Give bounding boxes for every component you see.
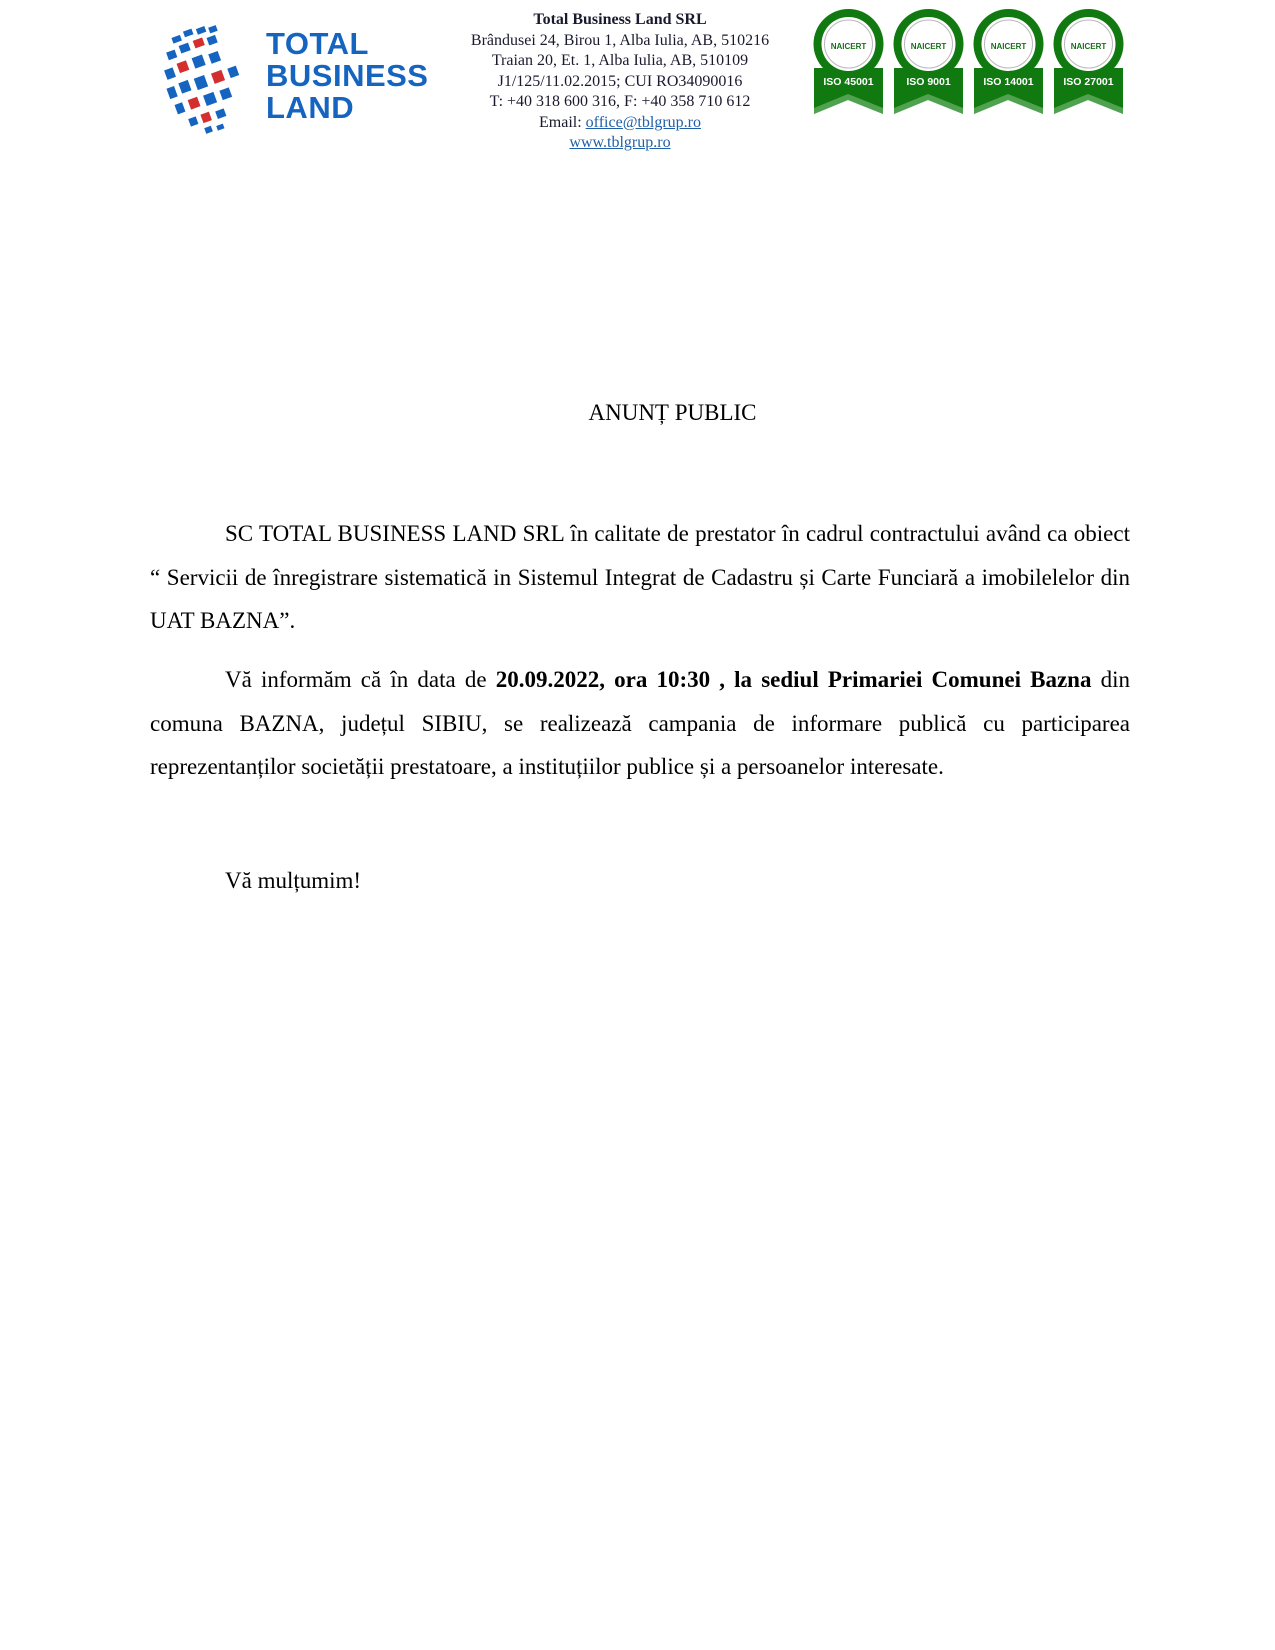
iso-45001-badge — [812, 8, 885, 116]
logo-wordmark — [266, 28, 428, 124]
logo-line: TOTAL — [266, 26, 369, 61]
website-link[interactable]: www.tblgrup.ro — [569, 134, 671, 151]
certification-seal-icon — [1052, 8, 1125, 116]
badge-label: ISO 27001 — [1063, 76, 1114, 88]
company-phones: T: +40 318 600 316, F: +40 358 710 612 — [489, 93, 751, 110]
logo-line: LAND — [266, 90, 355, 125]
company-registry: J1/125/11.02.2015; CUI RO34090016 — [497, 72, 743, 90]
badge-label: ISO 45001 — [823, 76, 874, 88]
badge-brand: NAICERT — [910, 42, 947, 51]
company-email-line — [440, 113, 800, 134]
document-title: ANUNȚ PUBLIC — [588, 400, 757, 425]
email-link[interactable]: office@tblgrup.ro — [585, 113, 701, 131]
company-address-1: Brândusei 24, Birou 1, Alba Iulia, AB, 510216 — [470, 31, 770, 49]
information-paragraph — [150, 658, 1130, 789]
badge-label: ISO 9001 — [906, 76, 951, 88]
badge-label: ISO 14001 — [983, 76, 1034, 88]
certification-seal-icon — [812, 8, 885, 116]
logo-line: BUSINESS — [266, 58, 429, 93]
email-label: Email: — [539, 113, 586, 131]
iso-9001-badge — [892, 8, 965, 116]
badge-brand: NAICERT — [1070, 42, 1107, 51]
certification-badges — [812, 8, 1130, 118]
iso-27001-badge — [1052, 8, 1125, 116]
certification-seal-icon — [972, 8, 1045, 116]
company-name: Total Business Land SRL — [533, 11, 707, 28]
intro-text: SC TOTAL BUSINESS LAND SRL în calitate de prestator în cadrul contractului având ca obiect “ Servicii de înregistrare sistematică in Sistemul Integrat de Cadastru și Carte Funciară a imobilelelor din UAT BAZNA”. — [150, 521, 1130, 633]
closing-thanks: Vă mulțumim! — [225, 868, 362, 893]
badge-brand: NAICERT — [830, 42, 867, 51]
company-logo — [158, 20, 433, 140]
globe-mosaic-icon — [158, 20, 258, 140]
event-datetime-location: 20.09.2022, ora 10:30 , la sediul Primariei Comunei Bazna — [495, 667, 1092, 692]
intro-paragraph — [150, 512, 1130, 643]
iso-14001-badge — [972, 8, 1045, 116]
info-text-start: Vă informăm că în data de — [225, 667, 496, 692]
certification-seal-icon — [892, 8, 965, 116]
company-info — [440, 10, 800, 154]
badge-brand: NAICERT — [990, 42, 1027, 51]
info-text-end: din comuna BAZNA, județul SIBIU, se realizează campania de informare publică cu participarea reprezentanților societății prestatoare, a instituțiilor publice și a persoanelor interesate. — [150, 667, 1131, 779]
company-address-2: Traian 20, Et. 1, Alba Iulia, AB, 510109 — [491, 52, 749, 69]
